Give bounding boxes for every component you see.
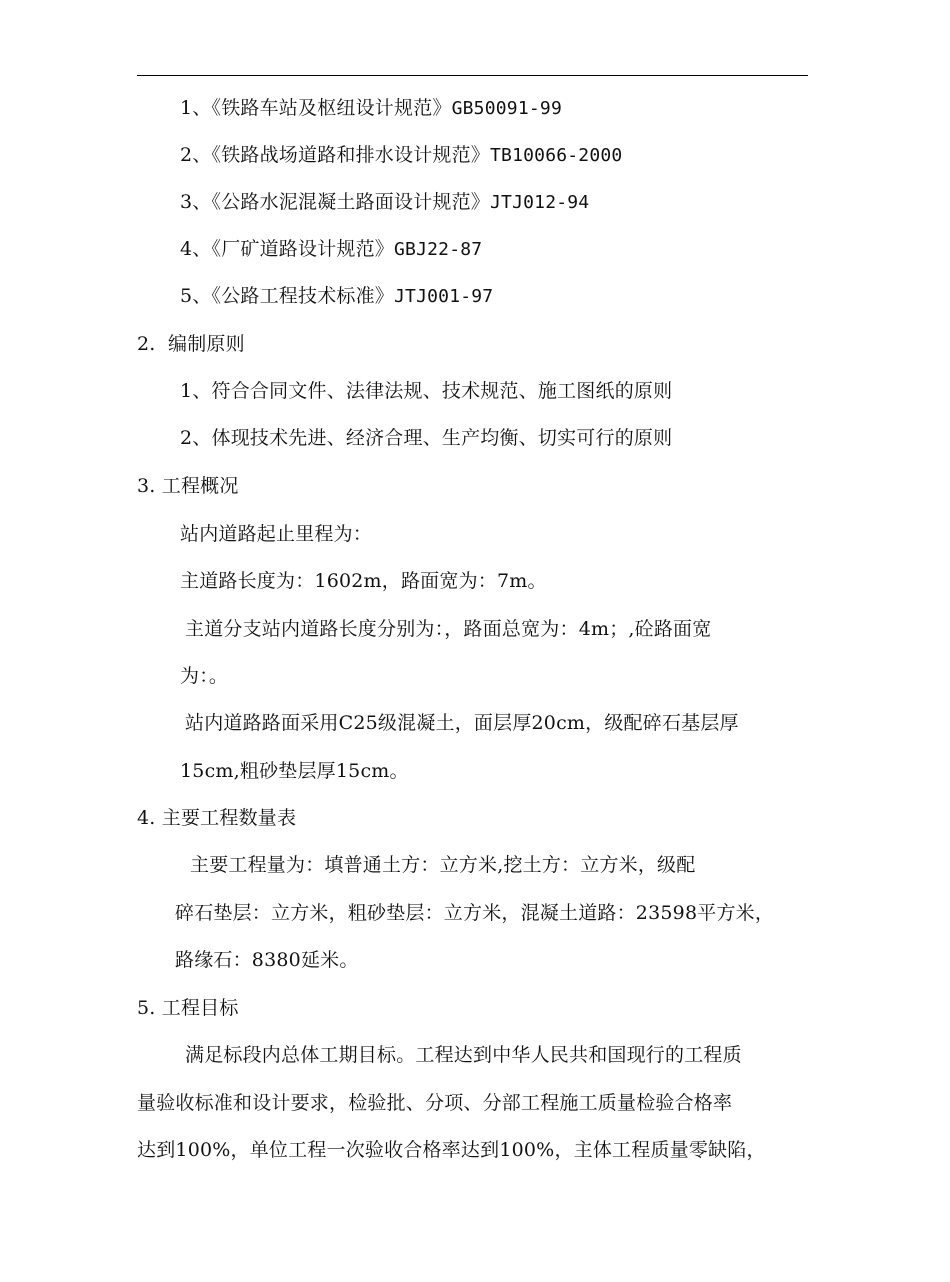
section-4-line-1: 主要工程量为：填普通土方：立方米,挖土方：立方米，级配 <box>190 854 696 876</box>
section-3-line-4: 为：。 <box>180 665 229 687</box>
reference-code: JTJ001-97 <box>394 286 494 307</box>
reference-code: GBJ22-87 <box>394 239 483 260</box>
reference-item-2 <box>180 143 622 168</box>
section-2-item-1: 1、符合合同文件、法律法规、技术规范、施工图纸的原则 <box>180 380 673 402</box>
reference-number: 2、 <box>180 144 212 166</box>
section-5-line-3: 达到100%，单位工程一次验收合格率达到100%，主体工程质量零缺陷， <box>137 1139 766 1161</box>
reference-code: TB10066-2000 <box>490 145 623 166</box>
section-3-line-1: 站内道路起止里程为： <box>180 523 373 545</box>
reference-number: 3、 <box>180 191 212 213</box>
reference-title: 《厂矿道路设计规范》 <box>211 238 395 260</box>
section-3-line-5: 站内道路路面采用C25级混凝土，面层厚20cm，级配碎石基层厚 <box>185 712 739 734</box>
reference-title: 《公路工程技术标准》 <box>211 285 395 307</box>
section-4-line-2: 碎石垫层：立方米，粗砂垫层：立方米，混凝土道路：23598平方米， <box>175 902 775 924</box>
reference-number: 5、 <box>180 285 212 307</box>
reference-item-1 <box>180 96 562 121</box>
reference-title: 《铁路车站及枢纽设计规范》 <box>211 97 452 119</box>
section-2-item-2: 2、体现技术先进、经济合理、生产均衡、切实可行的原则 <box>180 427 673 449</box>
section-4-heading: 4. 主要工程数量表 <box>137 807 297 829</box>
section-3-line-2: 主道路长度为：1602m，路面宽为：7m。 <box>180 570 547 592</box>
section-5-heading: 5. 工程目标 <box>137 997 239 1019</box>
reference-number: 1、 <box>180 97 212 119</box>
reference-item-5 <box>180 284 493 309</box>
section-5-line-1: 满足标段内总体工期目标。工程达到中华人民共和国现行的工程质 <box>185 1044 742 1066</box>
section-5-line-2: 量验收标准和设计要求，检验批、分项、分部工程施工质量检验合格率 <box>137 1092 733 1114</box>
reference-item-4 <box>180 237 482 262</box>
reference-item-3 <box>180 190 589 215</box>
reference-title: 《公路水泥混凝土路面设计规范》 <box>211 191 491 213</box>
section-4-line-3: 路缘石：8380延米。 <box>175 949 359 971</box>
section-3-line-6: 15cm,粗砂垫层厚15cm。 <box>180 760 409 782</box>
reference-code: JTJ012-94 <box>490 192 590 213</box>
section-2-heading: 2. 编制原则 <box>137 333 245 355</box>
header-rule <box>137 75 808 76</box>
reference-code: GB50091-99 <box>451 98 562 119</box>
section-3-line-3: 主道分支站内道路长度分别为：，路面总宽为：4m；,砼路面宽 <box>185 618 712 640</box>
reference-number: 4、 <box>180 238 212 260</box>
reference-title: 《铁路战场道路和排水设计规范》 <box>211 144 491 166</box>
section-3-heading: 3. 工程概况 <box>137 475 239 497</box>
